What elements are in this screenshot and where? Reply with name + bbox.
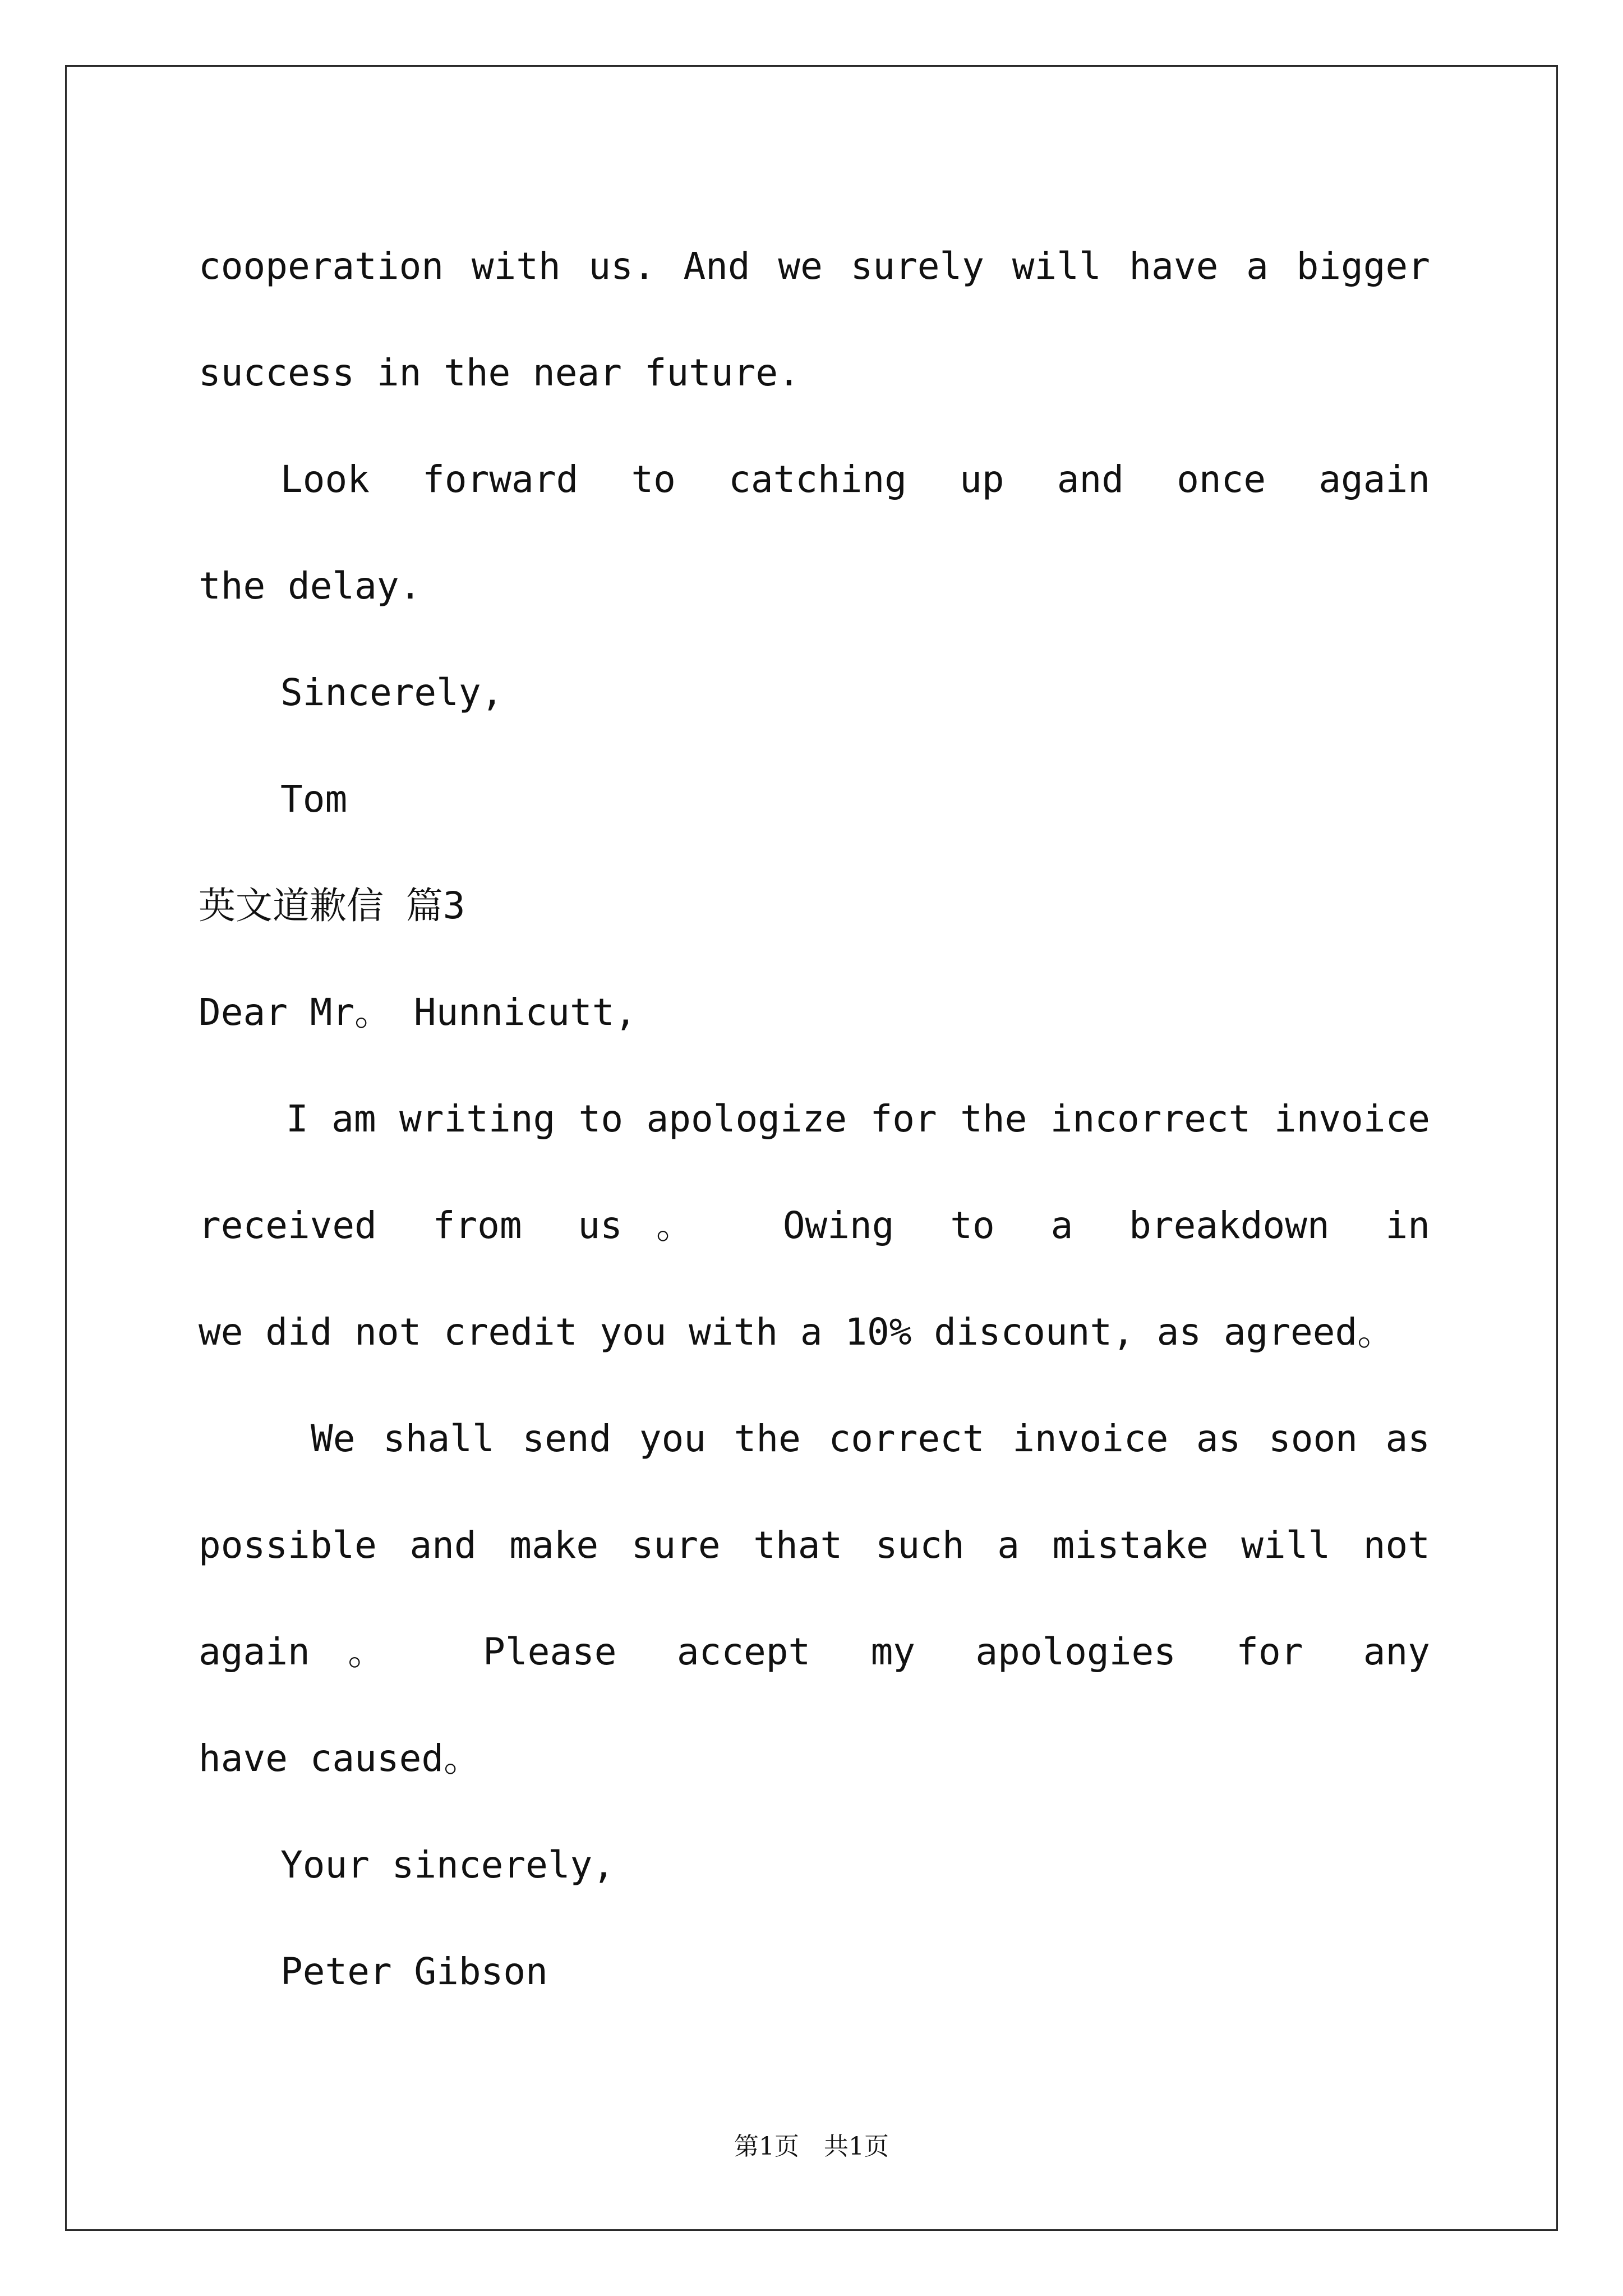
text-line: received from us。 Owing to a breakdown in bbox=[199, 1204, 1430, 1247]
letter-greeting: Dear Mr。 Hunnicutt, bbox=[199, 991, 637, 1034]
section-heading: 英文道歉信 篇3 bbox=[199, 884, 465, 927]
page-number-footer: 第1页 共1页 bbox=[734, 2132, 889, 2161]
letter-body bbox=[199, 213, 1430, 2025]
text-line: possible and make sure that such a mistake will not bbox=[199, 1524, 1430, 1567]
text-line: the delay. bbox=[199, 564, 422, 608]
text-line: we did not credit you with a 10% discount, as agreed。 bbox=[199, 1310, 1395, 1354]
signature-name: Tom bbox=[280, 777, 348, 821]
text-line: I am writing to apologize for the incorrect invoice bbox=[286, 1097, 1430, 1140]
text-line: Look forward to catching up and once again bbox=[280, 458, 1430, 501]
text-line: have caused。 bbox=[199, 1737, 481, 1780]
text-line: success in the near future. bbox=[199, 351, 800, 394]
closing-salutation: Sincerely, bbox=[280, 671, 504, 714]
text-line: cooperation with us. And we surely will have a bigger bbox=[199, 245, 1430, 288]
text-line: We shall send you the correct invoice as soon as bbox=[311, 1417, 1430, 1460]
text-line: again。 Please accept my apologies for any bbox=[199, 1630, 1430, 1673]
closing-salutation: Your sincerely, bbox=[280, 1843, 615, 1887]
signature-name: Peter Gibson bbox=[280, 1950, 548, 1993]
